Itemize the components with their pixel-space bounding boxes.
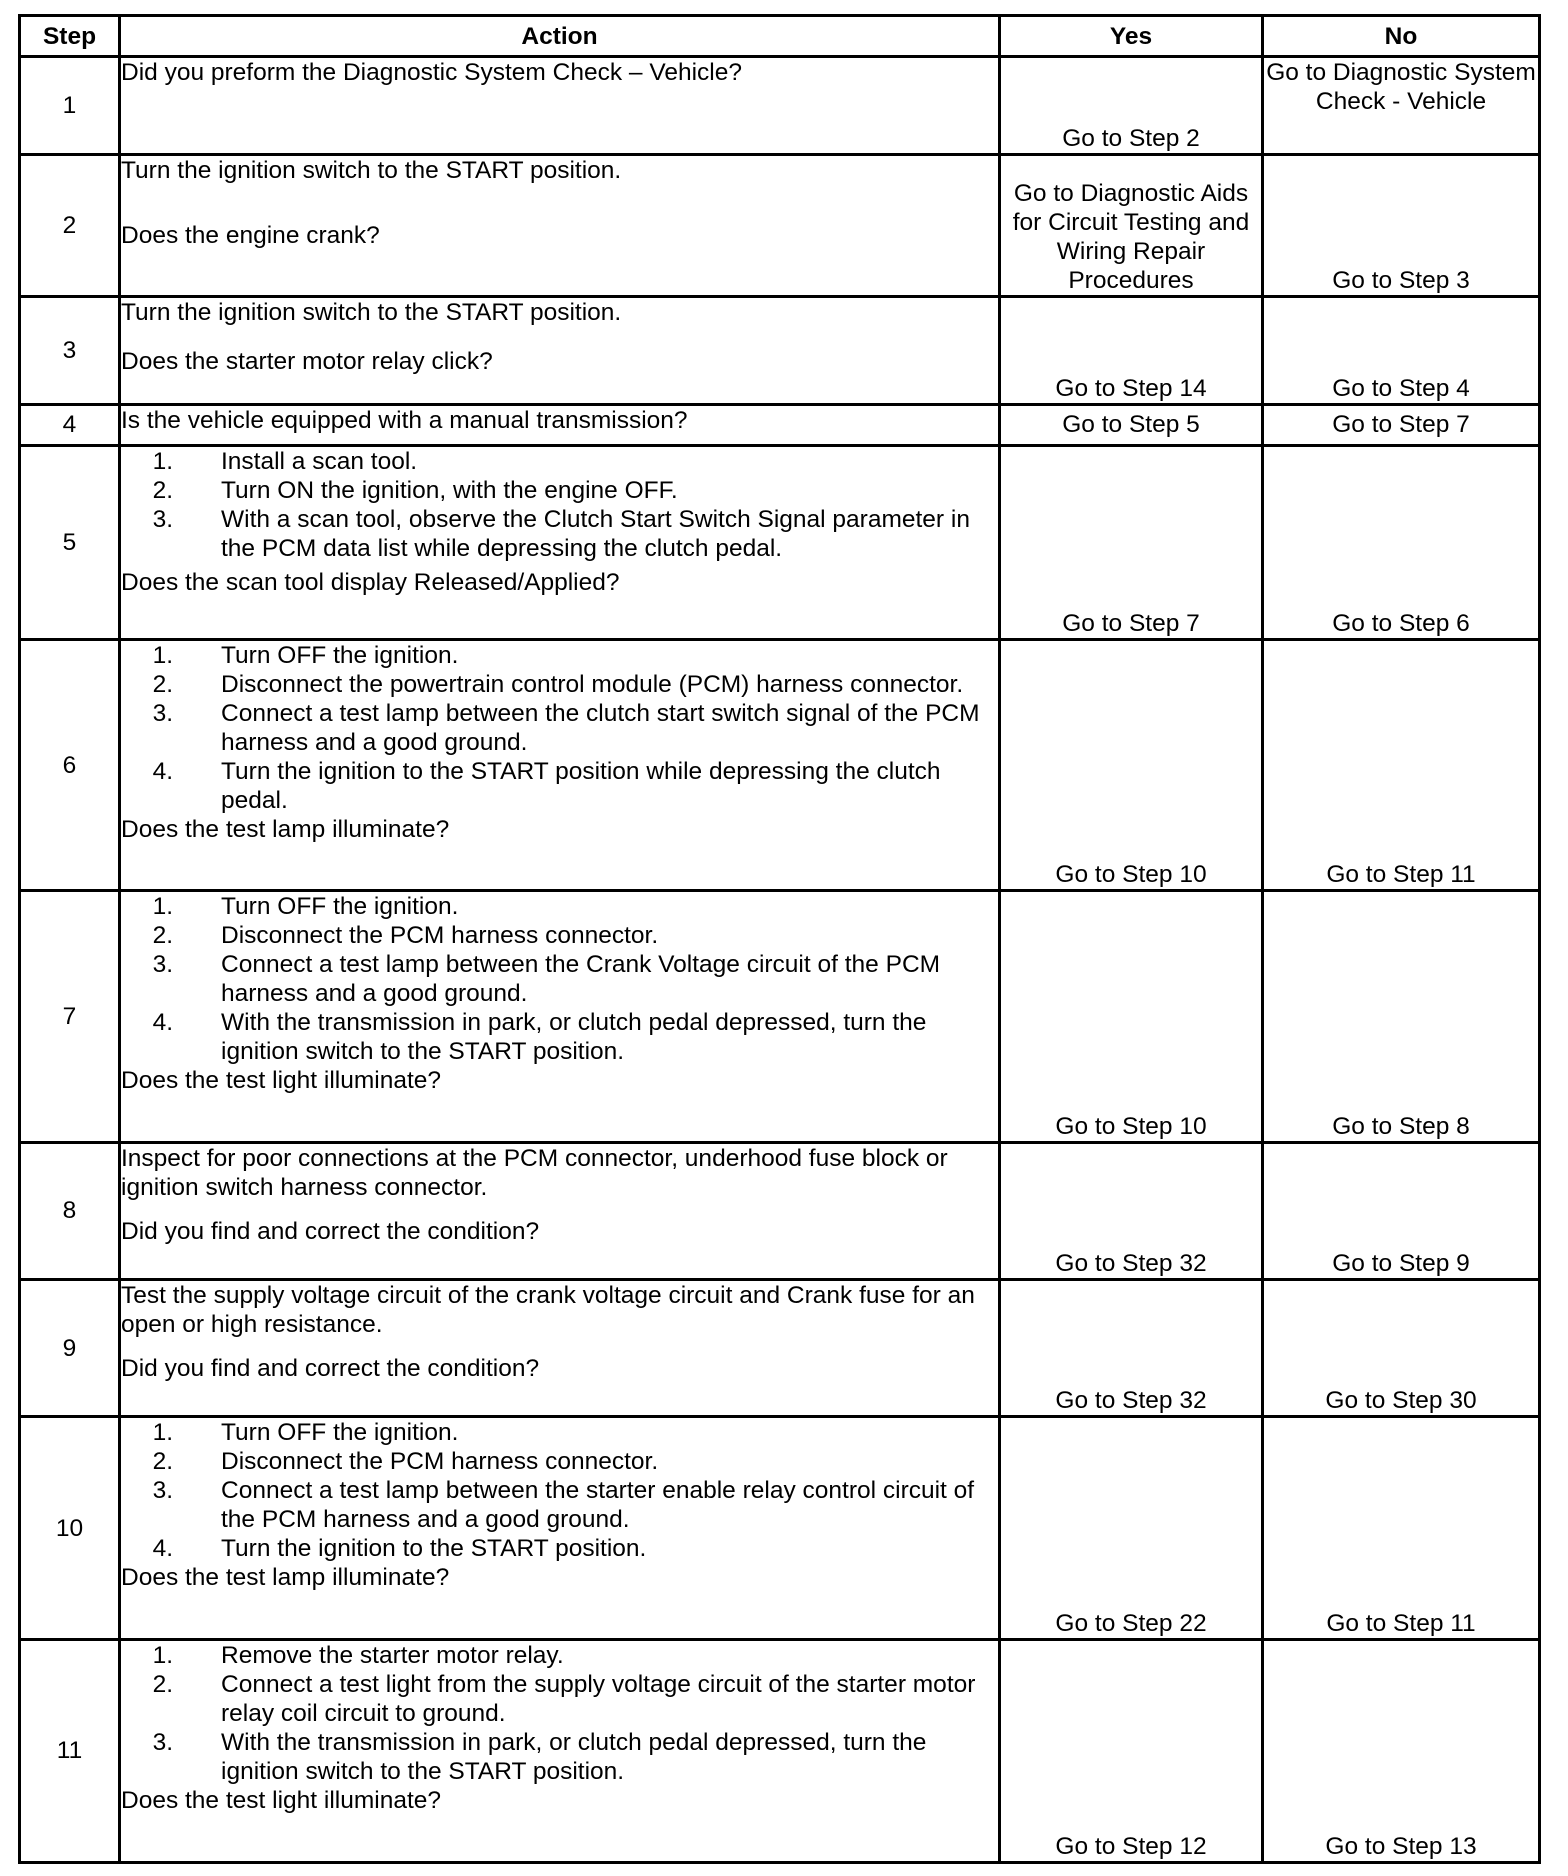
yes-result: Go to Step 32 (1000, 1142, 1263, 1279)
action-intro: Turn the ignition switch to the START position. (121, 298, 622, 326)
procedure-item (121, 1008, 998, 1066)
no-result: Go to Step 6 (1263, 445, 1540, 639)
no-result: Go to Step 11 (1263, 639, 1540, 891)
table-row (20, 639, 1540, 891)
table-row (20, 1417, 1540, 1640)
procedure-item-text: With a scan tool, observe the Clutch Start Switch Signal parameter in the PCM data list while depressing the clutch pedal. (221, 505, 970, 562)
procedure-list (121, 1641, 998, 1786)
step-number: 2 (20, 154, 120, 296)
procedure-item-number: 1. (152, 1419, 173, 1447)
action-question: Does the test light illuminate? (121, 1067, 442, 1095)
table-row (20, 405, 1540, 446)
action-top (121, 1281, 998, 1339)
procedure-item-text: Install a scan tool. (221, 447, 418, 475)
action-intro: Turn the ignition switch to the START position. (121, 156, 622, 184)
table-row (20, 445, 1540, 639)
action-cell (120, 405, 1000, 446)
table-row (20, 1142, 1540, 1279)
action-content (121, 1418, 998, 1592)
procedure-item (121, 476, 998, 505)
no-result: Go to Step 8 (1263, 891, 1540, 1143)
action-cell (120, 1639, 1000, 1862)
no-result: Go to Step 30 (1263, 1279, 1540, 1416)
no-result: Go to Step 9 (1263, 1142, 1540, 1279)
yes-result: Go to Step 10 (1000, 639, 1263, 891)
yes-result: Go to Step 32 (1000, 1279, 1263, 1416)
action-question: Does the test light illuminate? (121, 1786, 442, 1814)
procedure-item-text: Connect a test lamp between the starter enable relay control circuit of the PCM harness and a good ground. (221, 1477, 975, 1534)
yes-result: Go to Step 7 (1000, 445, 1263, 639)
procedure-item-text: Turn ON the ignition, with the engine OFF. (221, 476, 678, 504)
action-content (121, 1144, 998, 1246)
header-row (20, 16, 1540, 57)
procedure-item-number: 1. (152, 1641, 173, 1669)
action-question: Does the engine crank? (121, 221, 380, 249)
action-question: Does the test lamp illuminate? (121, 815, 450, 843)
table-row (20, 154, 1540, 296)
action-intro: Test the supply voltage circuit of the crank voltage circuit and Crank fuse for an open or high resistance. (121, 1281, 975, 1338)
yes-result: Go to Diagnostic Aids for Circuit Testing and Wiring Repair Procedures (1000, 154, 1263, 296)
action-top (121, 156, 998, 185)
action-cell (120, 1142, 1000, 1279)
action-top (121, 1641, 998, 1786)
procedure-item (121, 1641, 998, 1670)
action-content (121, 58, 998, 127)
header-action: Action (120, 16, 1000, 57)
action-cell (120, 1417, 1000, 1640)
no-result: Go to Diagnostic System Check - Vehicle (1263, 57, 1540, 155)
step-number: 6 (20, 639, 120, 891)
procedure-item (121, 1447, 998, 1476)
procedure-list (121, 892, 998, 1066)
yes-result: Go to Step 2 (1000, 57, 1263, 155)
yes-result: Go to Step 5 (1000, 405, 1263, 446)
action-content (121, 406, 998, 435)
table-body (20, 57, 1540, 1863)
header-yes: Yes (1000, 16, 1263, 57)
procedure-item (121, 892, 998, 921)
action-cell (120, 639, 1000, 891)
action-intro: Is the vehicle equipped with a manual transmission? (121, 407, 688, 435)
step-number: 9 (20, 1279, 120, 1416)
diagnostic-table (18, 14, 1541, 1864)
action-cell (120, 445, 1000, 639)
action-content (121, 892, 998, 1095)
procedure-item (121, 447, 998, 476)
action-top (121, 406, 998, 435)
procedure-item (121, 670, 998, 699)
procedure-item-number: 1. (152, 447, 173, 475)
step-number: 4 (20, 405, 120, 446)
procedure-item-number: 1. (152, 641, 173, 669)
step-number: 3 (20, 296, 120, 404)
procedure-item-text: Turn the ignition to the START position while depressing the clutch pedal. (221, 757, 941, 814)
action-content (121, 156, 998, 250)
action-top (121, 641, 998, 815)
table-row (20, 57, 1540, 155)
procedure-item-text: Disconnect the powertrain control module (PCM) harness connector. (221, 670, 964, 698)
action-cell (120, 1279, 1000, 1416)
action-cell (120, 154, 1000, 296)
procedure-item (121, 641, 998, 670)
procedure-item (121, 921, 998, 950)
table-row (20, 1639, 1540, 1862)
header-no: No (1263, 16, 1540, 57)
procedure-item-text: Remove the starter motor relay. (221, 1641, 564, 1669)
no-result: Go to Step 4 (1263, 296, 1540, 404)
action-top (121, 1418, 998, 1563)
step-number: 8 (20, 1142, 120, 1279)
step-number: 10 (20, 1417, 120, 1640)
procedure-item (121, 950, 998, 1008)
table-row (20, 1279, 1540, 1416)
action-top (121, 892, 998, 1066)
action-cell (120, 296, 1000, 404)
header-step: Step (20, 16, 120, 57)
step-number: 5 (20, 445, 120, 639)
procedure-item-number: 2. (152, 670, 173, 698)
procedure-item (121, 1728, 998, 1786)
table-row (20, 296, 1540, 404)
procedure-item-number: 3. (152, 951, 173, 979)
procedure-item-number: 2. (152, 476, 173, 504)
table-row (20, 891, 1540, 1143)
procedure-item-text: Connect a test lamp between the Crank Voltage circuit of the PCM harness and a good ground. (221, 951, 941, 1008)
procedure-item-number: 3. (152, 505, 173, 533)
procedure-item-number: 4. (152, 1535, 173, 1563)
procedure-item (121, 699, 998, 757)
step-number: 7 (20, 891, 120, 1143)
procedure-item-number: 4. (152, 757, 173, 785)
procedure-item-number: 4. (152, 1009, 173, 1037)
action-question: Does the test lamp illuminate? (121, 1564, 450, 1592)
procedure-item-text: With the transmission in park, or clutch pedal depressed, turn the ignition switch to the START position. (221, 1009, 927, 1066)
procedure-item-text: Connect a test light from the supply voltage circuit of the starter motor relay coil circuit to ground. (221, 1670, 976, 1727)
procedure-item-text: With the transmission in park, or clutch pedal depressed, turn the ignition switch to the START position. (221, 1728, 927, 1785)
yes-result: Go to Step 14 (1000, 296, 1263, 404)
action-top (121, 298, 998, 327)
action-top (121, 58, 998, 87)
procedure-item-number: 3. (152, 1477, 173, 1505)
action-cell (120, 891, 1000, 1143)
action-content (121, 447, 998, 597)
procedure-item-text: Turn the ignition to the START position. (221, 1535, 647, 1563)
action-cell (120, 57, 1000, 155)
procedure-list (121, 1418, 998, 1563)
action-question: Did you find and correct the condition? (121, 1217, 540, 1245)
procedure-item-text: Connect a test lamp between the clutch start switch signal of the PCM harness and a good ground. (221, 699, 980, 756)
procedure-item-number: 2. (152, 1448, 173, 1476)
action-content (121, 641, 998, 843)
procedure-item-number: 2. (152, 1670, 173, 1698)
procedure-item (121, 757, 998, 815)
procedure-item-text: Turn OFF the ignition. (221, 641, 459, 669)
procedure-item-text: Turn OFF the ignition. (221, 1419, 459, 1447)
procedure-item-number: 2. (152, 922, 173, 950)
procedure-item-text: Turn OFF the ignition. (221, 893, 459, 921)
action-intro: Inspect for poor connections at the PCM connector, underhood fuse block or ignition switch harness connector. (121, 1144, 948, 1201)
action-intro: Did you preform the Diagnostic System Check – Vehicle? (121, 59, 742, 86)
action-question: Did you find and correct the condition? (121, 1354, 540, 1382)
action-content (121, 1641, 998, 1815)
action-question: Does the starter motor relay click? (121, 347, 493, 375)
no-result: Go to Step 3 (1263, 154, 1540, 296)
action-content (121, 298, 998, 376)
no-result: Go to Step 7 (1263, 405, 1540, 446)
no-result: Go to Step 13 (1263, 1639, 1540, 1862)
action-question: Does the scan tool display Released/Applied? (121, 568, 620, 596)
yes-result: Go to Step 10 (1000, 891, 1263, 1143)
procedure-item-number: 1. (152, 893, 173, 921)
step-number: 1 (20, 57, 120, 155)
procedure-item-text: Disconnect the PCM harness connector. (221, 1448, 659, 1476)
procedure-item-number: 3. (152, 699, 173, 727)
no-result: Go to Step 11 (1263, 1417, 1540, 1640)
procedure-item (121, 1670, 998, 1728)
procedure-list (121, 447, 998, 563)
procedure-item (121, 1476, 998, 1534)
action-top (121, 447, 998, 563)
procedure-item (121, 1418, 998, 1447)
step-number: 11 (20, 1639, 120, 1862)
procedure-item-text: Disconnect the PCM harness connector. (221, 922, 659, 950)
action-top (121, 1144, 998, 1202)
procedure-item (121, 1534, 998, 1563)
procedure-list (121, 641, 998, 815)
procedure-item (121, 505, 998, 563)
action-content (121, 1281, 998, 1383)
procedure-item-number: 3. (152, 1728, 173, 1756)
yes-result: Go to Step 12 (1000, 1639, 1263, 1862)
yes-result: Go to Step 22 (1000, 1417, 1263, 1640)
